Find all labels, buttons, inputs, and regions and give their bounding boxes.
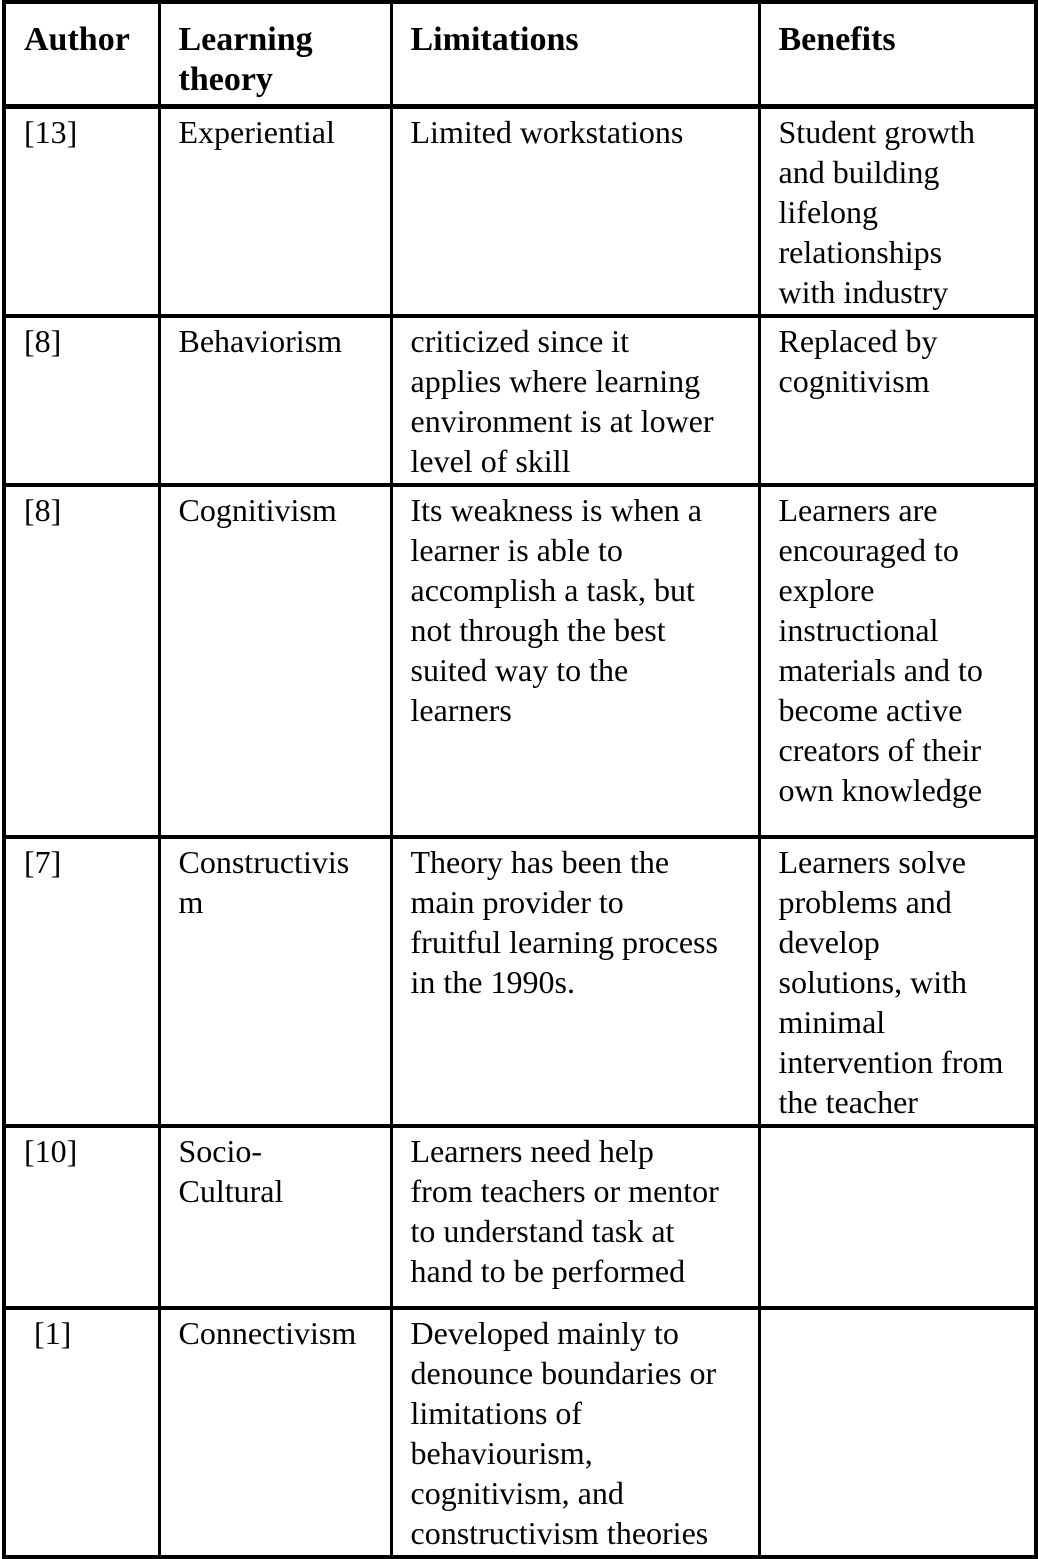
theory-cell: Connectivism <box>159 1308 391 1557</box>
table-row <box>4 1126 1036 1308</box>
author-cell: [13] <box>4 107 159 317</box>
limitations-cell: Its weakness is when a learner is able to accomplish a task, but not through the best suited way to the learners <box>391 485 759 837</box>
learning-theories-table <box>2 0 1038 1559</box>
author-cell: [8] <box>4 485 159 837</box>
col-header-benefits: Benefits <box>759 2 1036 107</box>
table-row <box>4 485 1036 837</box>
author-cell: [8] <box>4 316 159 485</box>
author-cell: [10] <box>4 1126 159 1308</box>
table-row <box>4 837 1036 1126</box>
benefits-cell: Learners solve problems and develop solutions, with minimal intervention from the teacher <box>759 837 1036 1126</box>
col-header-author: Author <box>4 2 159 107</box>
col-header-learning-theory: Learning theory <box>159 2 391 107</box>
theory-cell: Socio-Cultural <box>159 1126 391 1308</box>
limitations-cell: criticized since it applies where learning environment is at lower level of skill <box>391 316 759 485</box>
theory-cell: Cognitivism <box>159 485 391 837</box>
benefits-cell: Replaced by cognitivism <box>759 316 1036 485</box>
theory-cell: Experiential <box>159 107 391 317</box>
limitations-cell: Learners need help from teachers or mentor to understand task at hand to be performed <box>391 1126 759 1308</box>
table-row <box>4 1308 1036 1557</box>
limitations-cell: Theory has been the main provider to fruitful learning process in the 1990s. <box>391 837 759 1126</box>
author-cell: [1] <box>4 1308 159 1557</box>
limitations-cell: Limited workstations <box>391 107 759 317</box>
col-header-limitations: Limitations <box>391 2 759 107</box>
limitations-cell: Developed mainly to denounce boundaries or limitations of behaviourism, cognitivism, and constructivism theories <box>391 1308 759 1557</box>
author-cell: [7] <box>4 837 159 1126</box>
benefits-cell <box>759 1308 1036 1557</box>
benefits-cell <box>759 1126 1036 1308</box>
theory-cell: Constructivism <box>159 837 391 1126</box>
benefits-cell: Student growth and building lifelong relationships with industry <box>759 107 1036 317</box>
header-row <box>4 2 1036 107</box>
table-row <box>4 107 1036 317</box>
table-row <box>4 316 1036 485</box>
theory-cell: Behaviorism <box>159 316 391 485</box>
benefits-cell: Learners are encouraged to explore instructional materials and to become active creators of their own knowledge <box>759 485 1036 837</box>
